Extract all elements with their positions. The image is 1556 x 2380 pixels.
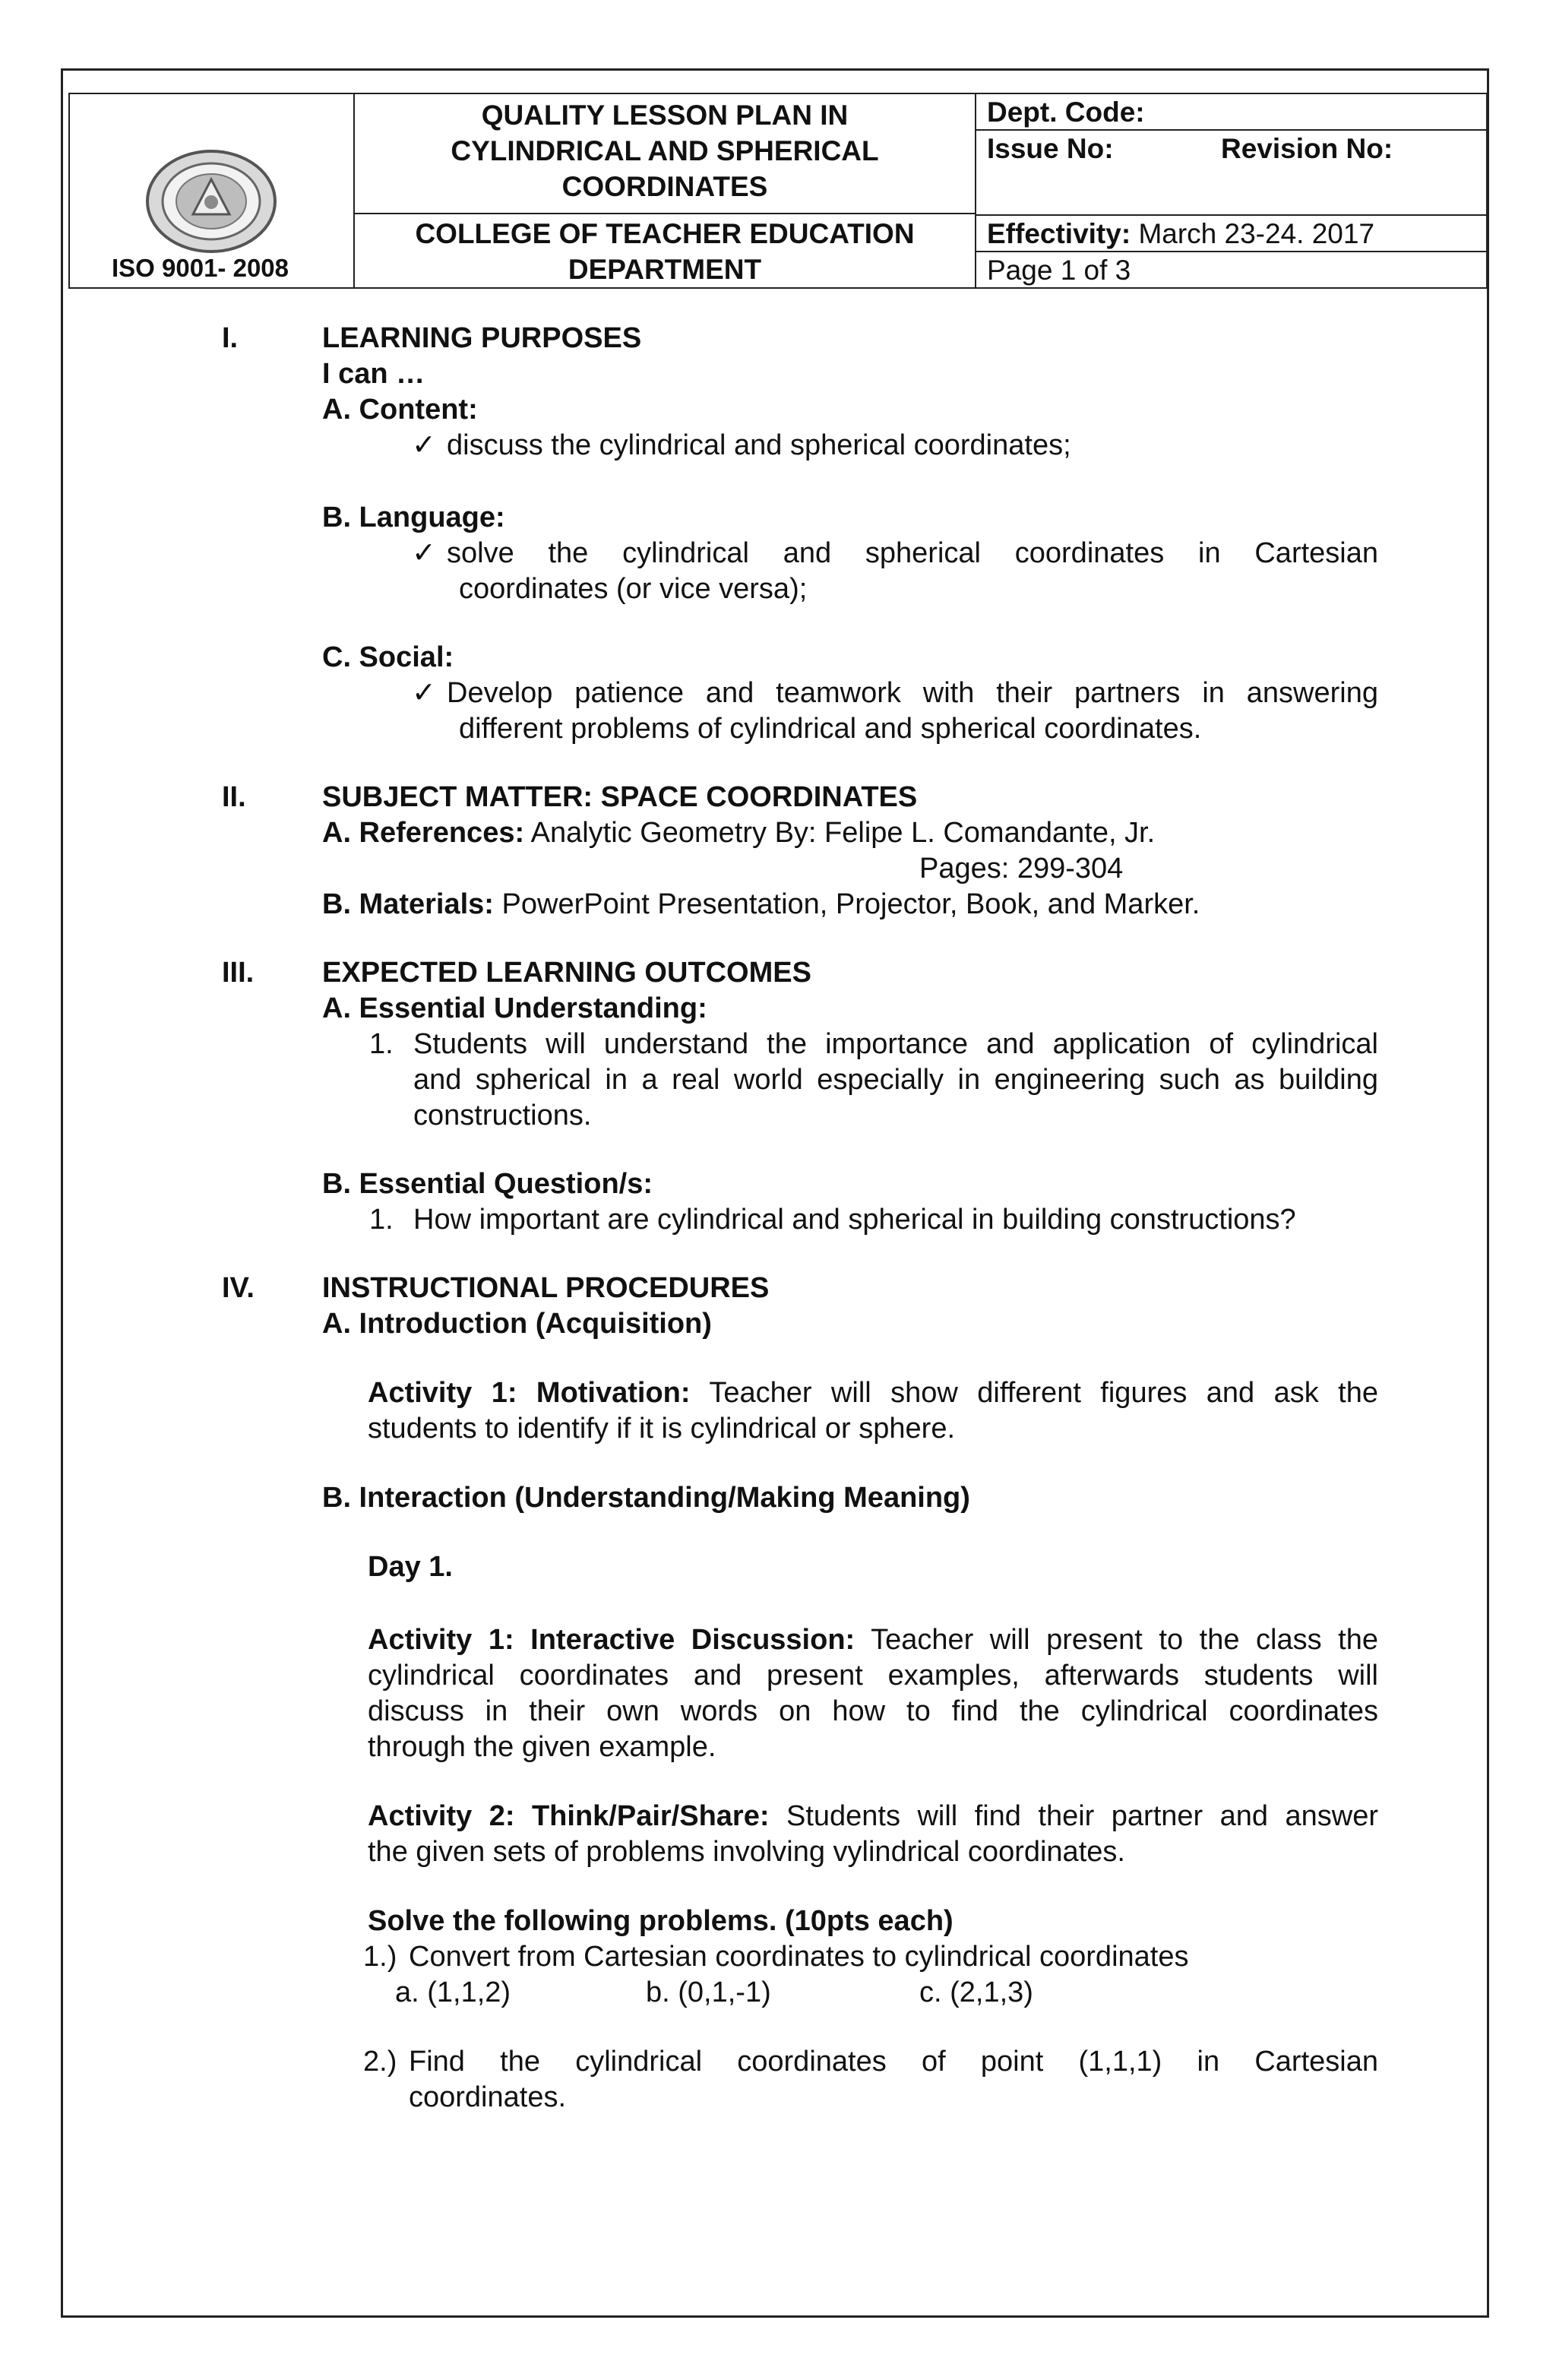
- text-line: How important are cylindrical and spherical in building constructions?: [413, 1204, 1296, 1236]
- list-item: ✓ solve the cylindrical and spherical coordinates in Cartesian: [412, 536, 1378, 571]
- dept-line-1: COLLEGE OF TEACHER EDUCATION: [415, 218, 915, 249]
- text-line: Activity 2: Think/Pair/Share: Students will find their partner and answer: [368, 1800, 1378, 1832]
- item-label: A. Essential Understanding:: [322, 992, 707, 1024]
- effectivity-value: March 23-24. 2017: [1138, 218, 1375, 249]
- dept-line-2: DEPARTMENT: [568, 254, 762, 285]
- section-heading: LEARNING PURPOSES: [322, 322, 642, 354]
- problem-item: b. (0,1,-1): [646, 1976, 771, 2008]
- college-seal-logo: [144, 149, 278, 254]
- issue-no-label: Issue No:: [987, 133, 1114, 164]
- text-line: students to identify if it is cylindrical or sphere.: [368, 1413, 956, 1445]
- text-line: coordinates (or vice versa);: [459, 573, 808, 605]
- text-line: constructions.: [413, 1100, 592, 1131]
- dept-code-label: Dept. Code:: [987, 97, 1145, 128]
- section-heading: INSTRUCTIONAL PROCEDURES: [322, 1272, 770, 1304]
- day-label: Day 1.: [368, 1551, 453, 1583]
- pages-text: Pages: 299-304: [919, 853, 1124, 885]
- section-heading: EXPECTED LEARNING OUTCOMES: [322, 957, 811, 989]
- list-number: 1.: [369, 1028, 394, 1060]
- logo-cell: [70, 94, 355, 287]
- text-line: cylindrical coordinates and present examples, afterwards students will: [368, 1660, 1378, 1692]
- text-line: Activity 1: Motivation: Teacher will show different figures and ask the: [368, 1377, 1379, 1409]
- section-number: IV.: [222, 1272, 255, 1304]
- revision-no-label: Revision No:: [1221, 133, 1393, 164]
- section-number: III.: [222, 957, 255, 989]
- text-line: discuss in their own words on how to find the cylindrical coordinates: [368, 1695, 1378, 1727]
- problem-text: coordinates.: [409, 2081, 567, 2113]
- text-line: the given sets of problems involving vylindrical coordinates.: [368, 1836, 1125, 1868]
- check-icon: ✓: [412, 537, 436, 569]
- page-number: Page 1 of 3: [987, 255, 1131, 286]
- item-label: A. Content:: [322, 394, 478, 426]
- problem-text: Find the cylindrical coordinates of point (1,1,1) in Cartesian: [409, 2046, 1378, 2078]
- list-number: 1.: [369, 1204, 394, 1236]
- problem-item: a. (1,1,2): [395, 1976, 511, 2008]
- list-item: ✓ Develop patience and teamwork with their partners in answering: [412, 676, 1378, 711]
- doc-title-line-3: COORDINATES: [561, 171, 768, 202]
- item-label: B. Interaction (Understanding/Making Meaning): [322, 1482, 970, 1514]
- problems-heading: Solve the following problems. (10pts each): [368, 1905, 954, 1937]
- section-heading: SUBJECT MATTER: SPACE COORDINATES: [322, 781, 918, 813]
- title-cell: [355, 94, 976, 287]
- document-header: [68, 93, 1488, 289]
- meta-cell: [976, 94, 1486, 287]
- doc-title-line-1: QUALITY LESSON PLAN IN: [481, 100, 849, 131]
- item-label: B. Essential Question/s:: [322, 1168, 653, 1200]
- problem-text: Convert from Cartesian coordinates to cylindrical coordinates: [409, 1941, 1189, 1973]
- item-label: C. Social:: [322, 641, 454, 673]
- effectivity-label: Effectivity:: [987, 218, 1131, 249]
- item-label: A. Introduction (Acquisition): [322, 1308, 712, 1340]
- text-line: through the given example.: [368, 1731, 716, 1763]
- problem-item: c. (2,1,3): [919, 1976, 1033, 2008]
- text-line: Students will understand the importance and application of cylindrical: [413, 1028, 1378, 1060]
- check-icon: ✓: [412, 677, 436, 709]
- section-subheading: I can …: [322, 358, 425, 390]
- text-line: A. References: Analytic Geometry By: Felipe L. Comandante, Jr.: [322, 817, 1156, 849]
- check-icon: ✓: [412, 429, 436, 461]
- text-line: and spherical in a real world especially in engineering such as building: [413, 1064, 1378, 1096]
- list-number: 2.): [363, 2046, 397, 2078]
- list-item: ✓ discuss the cylindrical and spherical coordinates;: [412, 428, 1071, 464]
- section-number: I.: [222, 322, 239, 354]
- section-number: II.: [222, 781, 246, 813]
- iso-label: ISO 9001- 2008: [112, 254, 289, 282]
- doc-title-line-2: CYLINDRICAL AND SPHERICAL: [451, 135, 879, 166]
- page-frame: [61, 68, 1489, 2318]
- item-label: B. Language:: [322, 502, 505, 533]
- list-number: 1.): [363, 1941, 397, 1973]
- text-line: Activity 1: Interactive Discussion: Teacher will present to the class the: [368, 1624, 1378, 1656]
- text-line: different problems of cylindrical and spherical coordinates.: [459, 713, 1202, 745]
- text-line: B. Materials: PowerPoint Presentation, Projector, Book, and Marker.: [322, 888, 1200, 920]
